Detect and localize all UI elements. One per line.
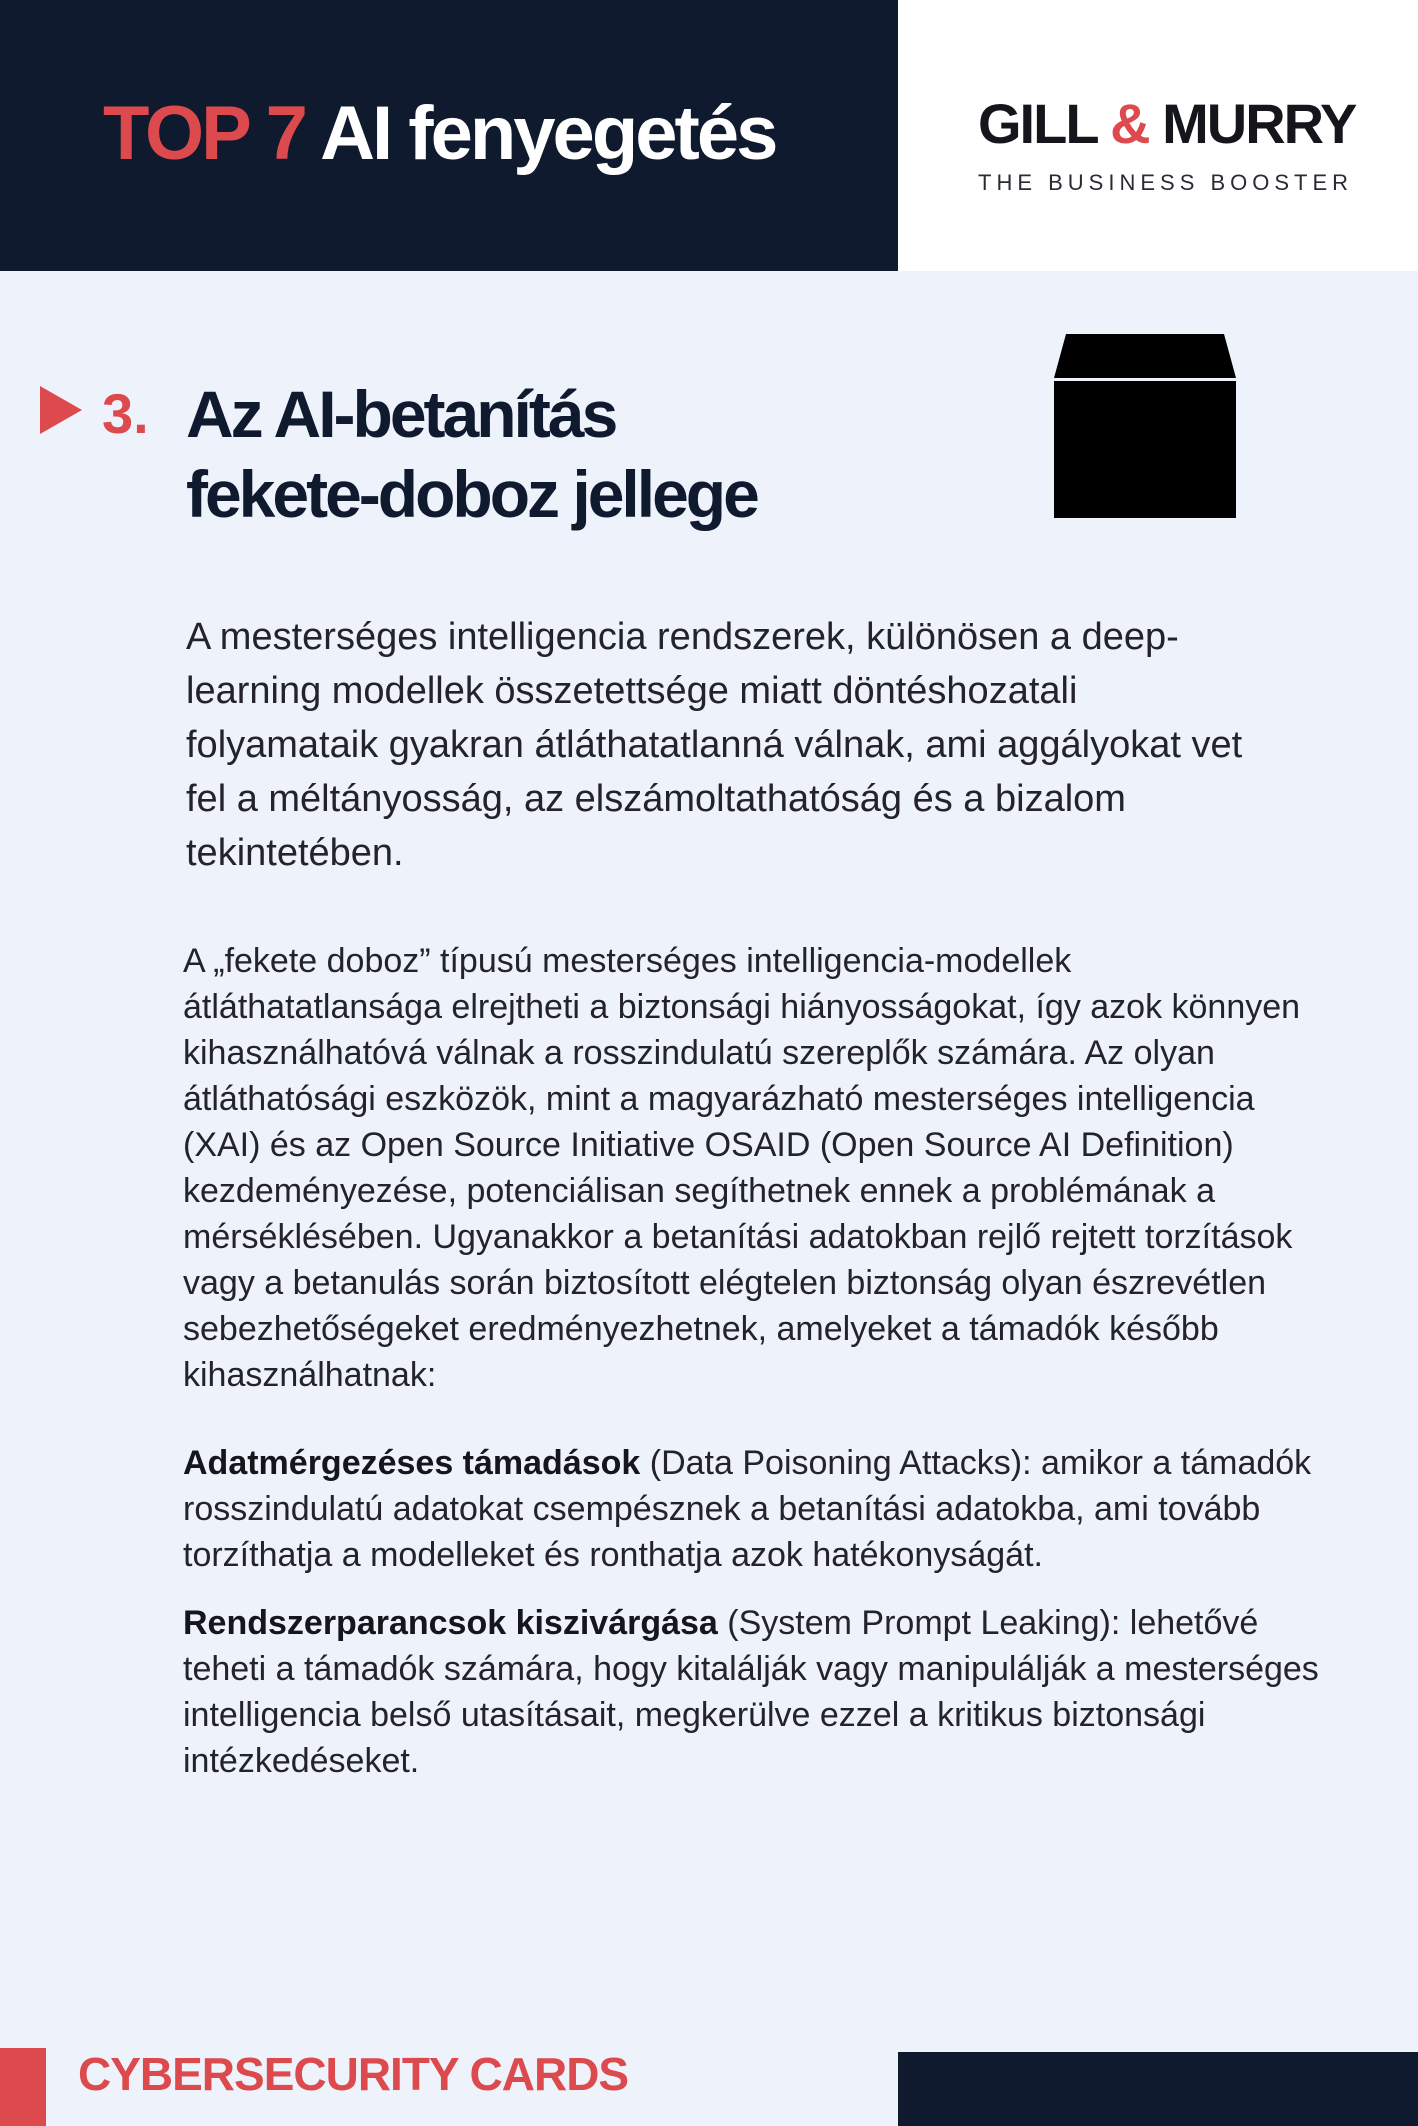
list-item [183,1600,1333,1784]
list-item-term: Rendszerparancsok kiszivárgása [183,1604,718,1642]
list-item-term: Adatmérgezéses támadások [183,1444,641,1482]
logo-wordmark [978,92,1358,155]
footer-label: CYBERSECURITY CARDS [78,2048,629,2100]
page-title [103,92,775,176]
brand-logo [978,92,1358,196]
lead-paragraph: A mesterséges intelligencia rendszerek, különösen a deep-learning modellek összetettsége miatt döntéshozatali folyamataik gyakran átláthatatlanná válnak, ami aggályokat vet fel a méltányosság, az elszámoltathatóság és a bizalom tekintetében. [186,616,1243,874]
list-item-text: (System Prompt Leaking): lehetővé teheti a támadók számára, hogy kitalálják vagy manipulálják a mesterséges intelligencia belső utasításait, megkerülve ezzel a kritikus biztonsági intézkedéseket. [183,1604,1319,1780]
play-arrow-icon [40,386,82,434]
section-title-line1: Az AI-betanítás [186,377,616,451]
list-item [183,1440,1333,1578]
footer-dark-panel [898,2052,1418,2126]
body-text [183,938,1333,1784]
title-main: AI fenyegetés [320,91,776,176]
section-number: 3. [102,382,149,445]
section-title-line2: fekete-doboz jellege [186,457,757,531]
logo-name-right: MURRY [1162,92,1356,155]
list-item-text: (Data Poisoning Attacks): amikor a támadók rosszindulatú adatokat csempésznek a betanítási adatokba, ami tovább torzíthatja a modelleket és ronthatja azok hatékonyságát. [183,1444,1312,1574]
title-accent: TOP 7 [103,91,305,176]
black-box-icon [1054,334,1236,518]
logo-tagline: THE BUSINESS BOOSTER [978,170,1354,195]
logo-ampersand: & [1110,92,1149,155]
section-title [186,374,926,534]
body-paragraph: A „fekete doboz” típusú mesterséges intelligencia-modellek átláthatatlansága elrejtheti a biztonsági hiányosságokat, így azok könnyen kihasználhatóvá válnak a rosszindulatú szereplők számára. Az olyan átláthatósági eszközök, mint a magyarázható mesterséges intelligencia (XAI) és az Open Source Initiative OSAID (Open Source AI Definition) kezdeményezése, potenciálisan segíthetnek ennek a problémának a mérséklésében. Ugyanakkor a betanítási adatokban rejlő rejtett torzítások vagy a betanulás során biztosított elégtelen biztonság olyan észrevétlen sebezhetőségeket eredményezhetnek, amelyeket a támadók később kihasználhatnak: [183,942,1301,1394]
footer-accent-bar [0,2048,46,2126]
logo-name-left: GILL [978,92,1097,155]
